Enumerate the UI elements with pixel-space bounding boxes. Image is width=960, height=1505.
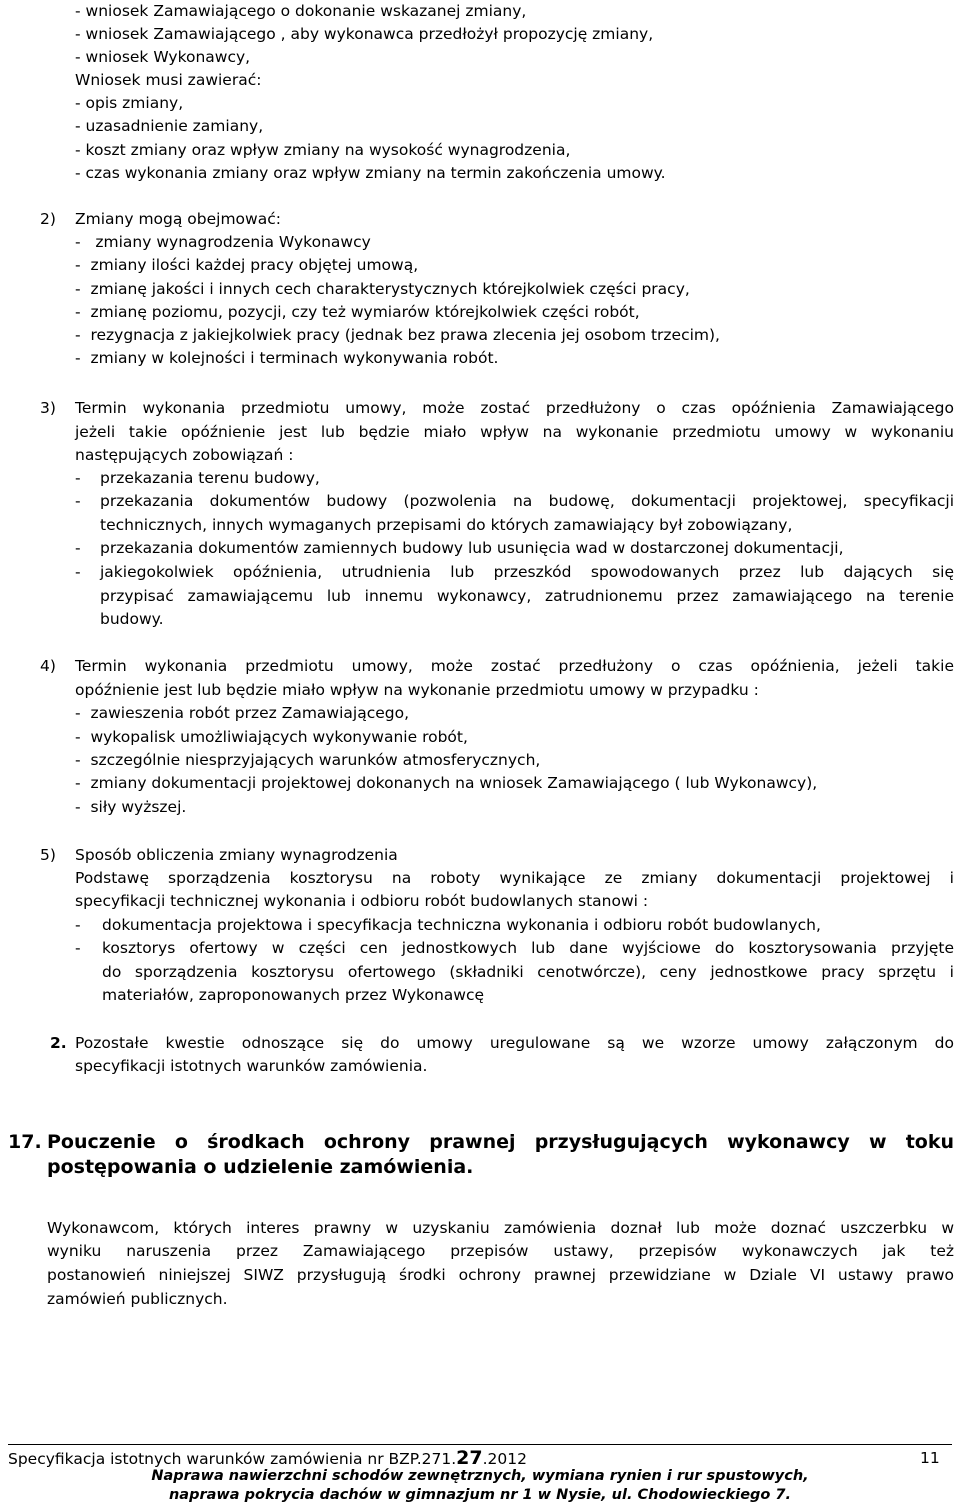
list-item: - zmianę poziomu, pozycji, czy też wymiarów którejkolwiek części robót, <box>75 303 640 321</box>
list-item: przekazania dokumentów budowy (pozwolenia na budowę, dokumentacji projektowej, specyfikacji <box>100 492 954 510</box>
list-item-continued: technicznych, innych wymaganych przepisami do których zamawiający był zobowiązany, <box>100 516 793 534</box>
paragraph-line: jeżeli takie opóźnienie jest lub będzie miało wpływ na wykonanie przedmiotu umowy w wykonaniu <box>75 423 954 441</box>
footer-spec: Specyfikacja istotnych warunków zamówienia nr BZP.271.27.2012 <box>8 1447 527 1469</box>
paragraph-line: specyfikacji technicznej wykonania i odbioru robót budowlanych stanowi : <box>75 892 649 910</box>
list-item: - szczególnie niesprzyjających warunków atmosferycznych, <box>75 751 541 769</box>
list-item: - wykopalisk umożliwiających wykonywanie robót, <box>75 728 468 746</box>
list-item: - zmianę jakości i innych cech charakterystycznych którejkolwiek części pracy, <box>75 280 690 298</box>
list-item: - zmiany w kolejności i terminach wykonywania robót. <box>75 349 499 367</box>
section-number: 2) <box>40 210 56 228</box>
list-item: - wniosek Zamawiającego o dokonanie wskazanej zmiany, <box>75 2 527 20</box>
section-number: 3) <box>40 399 56 417</box>
list-item: - wniosek Wykonawcy, <box>75 48 251 66</box>
paragraph-line: zamówień publicznych. <box>47 1290 228 1308</box>
paragraph-line: opóźnienie jest lub będzie miało wpływ na wykonanie przedmiotu umowy w przypadku : <box>75 681 759 699</box>
paragraph-line: Termin wykonania przedmiotu umowy, może zostać przedłużony o czas opóźnienia Zamawiającego <box>75 399 954 417</box>
page-number: 11 <box>920 1449 940 1467</box>
list-item: - zawieszenia robót przez Zamawiającego, <box>75 704 410 722</box>
section-number: 5) <box>40 846 56 864</box>
list-item: - uzasadnienie zamiany, <box>75 117 264 135</box>
list-item: - rezygnacja z jakiejkolwiek pracy (jednak bez prawa zlecenia jej osobom trzecim), <box>75 326 720 344</box>
section-title: postępowania o udzielenie zamówienia. <box>47 1156 474 1178</box>
paragraph-line: następujących zobowiązań : <box>75 446 294 464</box>
list-item: jakiegokolwiek opóźnienia, utrudnienia lub przeszkód spowodowanych przez lub dających się <box>100 563 954 581</box>
list-item: przekazania dokumentów zamiennych budowy lub usunięcia wad w dostarczonej dokumentacji, <box>100 539 844 557</box>
list-item: przekazania terenu budowy, <box>100 469 320 487</box>
list-item: - opis zmiany, <box>75 94 184 112</box>
footer-project-line-1: Naprawa nawierzchni schodów zewnętrznych, wymiana rynien i rur spustowych, <box>151 1468 809 1484</box>
paragraph-line: Wykonawcom, których interes prawny w uzyskaniu zamówienia doznał lub może doznać uszczerbku w <box>47 1219 954 1237</box>
list-item: - zmiany ilości każdej pracy objętej umową, <box>75 256 419 274</box>
section-number: 17. <box>8 1131 42 1153</box>
paragraph-line: Pozostałe kwestie odnoszące się do umowy uregulowane są we wzorze umowy załączonym do <box>75 1034 954 1052</box>
footer-project-line-2: naprawa pokrycia dachów w gimnazjum nr 1 w Nysie, ul. Chodowieckiego 7. <box>168 1487 792 1503</box>
section-number: 4) <box>40 657 56 675</box>
section-heading: Zmiany mogą obejmować: <box>75 210 281 228</box>
list-item-continued: przypisać zamawiającemu lub innemu wykonawcy, zatrudnionemu przez zamawiającego na terenie <box>100 587 954 605</box>
list-item: - wniosek Zamawiającego , aby wykonawca przedłożył propozycję zmiany, <box>75 25 654 43</box>
paragraph-line: specyfikacji istotnych warunków zamówienia. <box>75 1057 428 1075</box>
list-item: dokumentacja projektowa i specyfikacja techniczna wykonania i odbioru robót budowlanych, <box>102 916 821 934</box>
paragraph-line: Termin wykonania przedmiotu umowy, może zostać przedłużony o czas opóźnienia, jeżeli takie <box>75 657 954 675</box>
list-item: - koszt zmiany oraz wpływ zmiany na wysokość wynagrodzenia, <box>75 141 571 159</box>
list-item: - zmiany wynagrodzenia Wykonawcy <box>75 233 371 251</box>
paragraph-line: wyniku naruszenia przez Zamawiającego przepisów ustawy, przepisów wykonawczych jak też <box>47 1242 954 1260</box>
list-item: - czas wykonania zmiany oraz wpływ zmiany na termin zakończenia umowy. <box>75 164 666 182</box>
list-item-continued: budowy. <box>100 610 164 628</box>
list-item-continued: materiałów, zaproponowanych przez Wykonawcę <box>102 986 485 1004</box>
document-page: - wniosek Zamawiającego o dokonanie wskazanej zmiany, - wniosek Zamawiającego , aby wykonawca przedłożył propozycję zmiany, - wniosek Wykonawcy, Wniosek musi zawierać: - opis zmiany, - uzasadnienie zamiany, - koszt zmiany oraz wpływ zmiany na wysokość wynagrodzenia, - czas wykonania zmiany oraz wpływ zmiany na termin zakończenia umowy. 2) Zmiany mogą obejmować: - zmiany wynagrodzenia Wykonawcy - zmiany ilości każdej pracy objętej umową, - zmianę jakości i innych cech charakterystycznych którejkolwiek części pracy, - zmianę poziomu, pozycji, czy też wymiarów którejkolwiek części robót, - rezygnacja z jakiejkolwiek pracy (jednak bez prawa zlecenia jej osobom trzecim), - zmiany w kolejności i terminach wykonywania robót. 3) Termin wykonania przedmiotu umowy, może zostać przedłużony o czas opóźnienia Zamawiającego jeżeli takie opóźnienie jest lub będzie miało wpływ na wykonanie przedmiotu umowy w wykonaniu następujących zobowiązań : - przekazania terenu budowy, - przekazania dokumentów budowy (pozwolenia na budowę, dokumentacji projektowej, specyfikacji technicznych, innych wymaganych przepisami do których zamawiający był zobowiązany, - przekazania dokumentów zamiennych budowy lub usunięcia wad w dostarczonej dokumentacji, - jakiegokolwiek opóźnienia, utrudnienia lub przeszkód spowodowanych przez lub dających się przypisać zamawiającemu lub innemu wykonawcy, zatrudnionemu przez zamawiającego na terenie budowy. 4) Termin wykonania przedmiotu umowy, może zostać przedłużony o czas opóźnienia, jeżeli takie opóźnienie jest lub będzie miało wpływ na wykonanie przedmiotu umowy w przypadku : - zawieszenia robót przez Zamawiającego, - wykopalisk umożliwiających wykonywanie robót, - szczególnie niesprzyjających warunków atmosferycznych, - zmiany dokumentacji projektowej dokonanych na wniosek Zamawiającego ( lub Wykonawcy), - siły wyższej. 5) Sposób obliczenia zmiany wynagrodzenia Podstawę sporządzenia kosztorysu na roboty wynikające ze zmiany dokumentacji projektowej i specyfikacji technicznej wykonania i odbioru robót budowlanych stanowi : - dokumentacja projektowa i specyfikacja techniczna wykonania i odbioru robót budowlanych, - kosztorys ofertowy w części cen jednostkowych lub dane wyjściowe do kosztorysowania przyjęte do sporządzenia kosztorysu ofertowego (składniki cenotwórcze), ceny jednostkowe pracy sprzętu i materiałów, zaproponowanych przez Wykonawcę 2. Pozostałe kwestie odnoszące się do umowy uregulowane są we wzorze umowy załączonym do specyfikacji istotnych warunków zamówienia. 17. Pouczenie o środkach ochrony prawnej przysługujących wykonawcy w toku postępowania o udzielenie zamówienia. Wykonawcom, których interes prawny w uzyskaniu zamówienia doznał lub może doznać uszczerbku w wyniku naruszenia przez Zamawiającego przepisów ustawy, przepisów wykonawczych jak też postanowień niniejszej SIWZ przysługują środki ochrony prawnej przewidziane w Dziale VI ustawy prawo zamówień publicznych. Specyfikacja istotnych warunków zamówienia nr BZP.271.27.2012 11 Naprawa nawierzchni schodów zewnętrznych, wymiana rynien i rur spustowych, naprawa pokrycia dachów w gimnazjum nr 1 w Nysie, ul. Chodowieckiego 7. <box>0 0 960 1505</box>
footer-divider <box>8 1444 952 1445</box>
request-heading: Wniosek musi zawierać: <box>75 71 262 89</box>
list-item: - siły wyższej. <box>75 798 187 816</box>
list-item-continued: do sporządzenia kosztorysu ofertowego (składniki cenotwórcze), ceny jednostkowe pracy sprzętu i <box>102 963 954 981</box>
section-title: Pouczenie o środkach ochrony prawnej przysługujących wykonawcy w toku <box>47 1131 954 1153</box>
list-item: - zmiany dokumentacji projektowej dokonanych na wniosek Zamawiającego ( lub Wykonawcy), <box>75 774 818 792</box>
paragraph-line: Podstawę sporządzenia kosztorysu na roboty wynikające ze zmiany dokumentacji projektowej i <box>75 869 954 887</box>
section-heading: Sposób obliczenia zmiany wynagrodzenia <box>75 846 398 864</box>
list-item: kosztorys ofertowy w części cen jednostkowych lub dane wyjściowe do kosztorysowania przyjęte <box>102 939 954 957</box>
point-number: 2. <box>50 1034 67 1052</box>
paragraph-line: postanowień niniejszej SIWZ przysługują środki ochrony prawnej przewidziane w Dziale VI ustawy prawo <box>47 1266 954 1284</box>
